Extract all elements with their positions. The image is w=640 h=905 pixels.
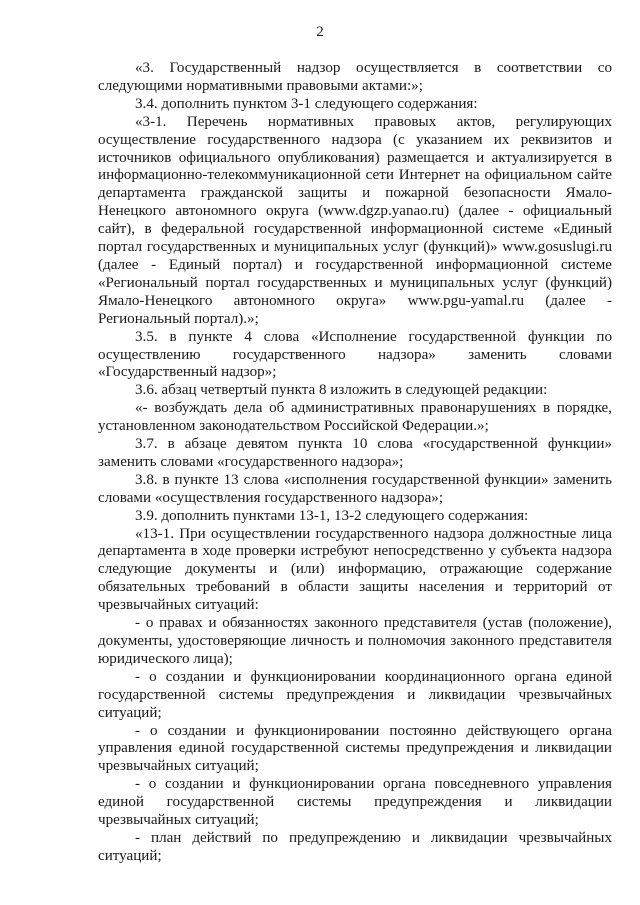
page-number: 2: [316, 24, 324, 40]
list-item-rights: - о правах и обязанностях законного представителя (устав (положение), документы, удостоверяющие личность и полномочия законного представителя юридического лица);: [98, 615, 612, 667]
paragraph-3-6: 3.6. абзац четвертый пункта 8 изложить в следующей редакции:: [135, 382, 548, 399]
paragraph-3-1-text: «3-1. Перечень нормативных правовых актов, регулирующих осуществление государственного надзора (с указанием их реквизитов и источников официального опубликования) размещается и актуализируется в информационно-телекоммуникационной сети Интернет на официальном сайте департамента гражданской защиты и пожарной безопасности Ямало-Ненецкого автономного округа (www.dgzp.yanao.ru) (далее - официальный сайт), в федеральной государственной информационной системе «Единый портал государственных и муниципальных услуг (функций)» www.gosuslugi.ru (далее - Единый портал) и государственной информационной системе «Региональный портал государственных и муниципальных услуг (функций) Ямало-Ненецкого автономного округа» www.pgu-yamal.ru (далее - Региональный портал).»;: [98, 113, 612, 327]
paragraph-quote-3: «3. Государственный надзор осуществляется в соответствии со следующими нормативными правовыми актами:»;: [98, 60, 612, 94]
document-body: [98, 60, 612, 866]
paragraph-3-6-quote: «- возбуждать дела об административных правонарушениях в порядке, установленном законодательством Российской Федерации.»;: [98, 400, 612, 435]
paragraph-3-7: 3.7. в абзаце девятом пункта 10 слова «государственной функции» заменить словами «государственного надзора»;: [98, 436, 612, 470]
paragraph-3-4: 3.4. дополнить пунктом 3-1 следующего содержания:: [135, 95, 478, 112]
paragraph-3-9: 3.9. дополнить пунктами 13-1, 13-2 следующего содержания:: [135, 507, 529, 524]
paragraph-3-5: 3.5. в пункте 4 слова «Исполнение государственной функции по осуществлению государственного надзора» заменить словами «Государственный надзор»;: [98, 328, 612, 381]
paragraph-13-1: «13-1. При осуществлении государственного надзора должностные лица департамента в ходе проверки истребуют непосредственно у субъекта надзора следующие документы и (или) информацию, отражающие содержание обязательных требований в области защиты населения и территорий от чрезвычайных ситуаций:: [98, 525, 612, 614]
list-item-action-plan: - план действий по предупреждению и ликвидации чрезвычайных ситуаций;: [98, 829, 612, 864]
paragraph-3-8: 3.8. в пункте 13 слова «исполнения государственной функции» заменить словами «осуществления государственного надзора»;: [98, 471, 612, 506]
list-item-daily-management-body: - о создании и функционировании органа повседневного управления единой государственной системы предупреждения и ликвидации чрезвычайных ситуаций;: [98, 776, 612, 829]
list-item-permanent-body: - о создании и функционировании постоянно действующего органа управления единой государственной системы предупреждения и ликвидации чрезвычайных ситуаций;: [98, 722, 612, 775]
list-item-coordination-body: - о создании и функционировании координационного органа единой государственной системы предупреждения и ликвидации чрезвычайных ситуаций;: [98, 668, 612, 721]
